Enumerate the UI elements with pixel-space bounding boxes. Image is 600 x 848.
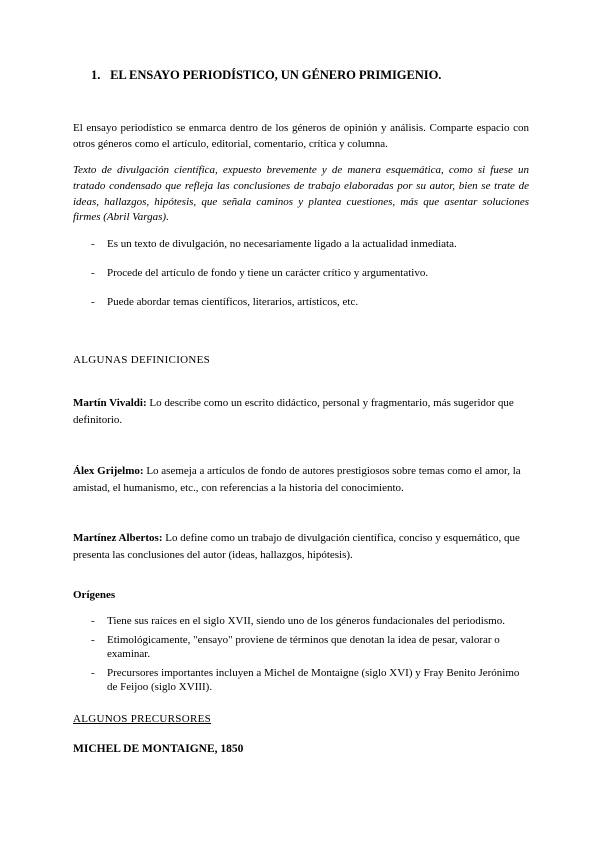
definition-albertos	[73, 530, 529, 564]
definition-text: Lo describe como un escrito didáctico, personal y fragmentario, más sugeridor que definitorio.	[73, 397, 514, 426]
section-title: EL ENSAYO PERIODÍSTICO, UN GÉNERO PRIMIGENIO.	[110, 68, 442, 82]
definition-grijelmo	[73, 463, 529, 497]
definition-author: Martín Vivaldi:	[73, 397, 147, 409]
list-item: - Precursores importantes incluyen a Michel de Montaigne (siglo XVI) y Fray Benito Jerónimo de Feijoo (siglo XVIII).	[91, 667, 520, 693]
list-item: - Procede del artículo de fondo y tiene un carácter crítico y argumentativo.	[91, 267, 429, 279]
list-item: - Tiene sus raíces en el siglo XVII, siendo uno de los géneros fundacionales del periodismo.	[91, 615, 505, 627]
section-heading	[91, 68, 441, 83]
section-number: 1.	[91, 68, 101, 82]
features-list	[91, 237, 531, 309]
definition-author: Álex Grijelmo:	[73, 465, 144, 477]
list-item: - Es un texto de divulgación, no necesariamente ligado a la actualidad inmediata.	[91, 238, 457, 250]
precursors-heading: ALGUNOS PRECURSORES	[73, 713, 212, 725]
definition-text: Lo define como un trabajo de divulgación científica, conciso y esquemático, que presenta las conclusiones del autor (ideas, hallazgos, hipótesis).	[73, 532, 520, 561]
definition-author: Martínez Albertos:	[73, 532, 163, 544]
definitions-heading: ALGUNAS DEFINICIONES	[73, 354, 211, 366]
origins-heading: Orígenes	[73, 589, 116, 601]
list-item: - Etimológicamente, "ensayo" proviene de términos que denotan la idea de pesar, valorar o examinar.	[91, 634, 500, 660]
intro-paragraph: El ensayo periodístico se enmarca dentro de los géneros de opinión y análisis. Comparte espacio con otros géneros como el artículo, editorial, comentario, crítica y columna.	[73, 122, 529, 150]
origins-list	[91, 614, 531, 694]
quote-paragraph: Texto de divulgación científica, expuesto brevemente y de manera esquemática, como si fuese un tratado condensado que refleja las conclusiones de trabajo elaboradas por su autor, bien se trate de ideas, hallazgos, hipótesis, que señala caminos y plantea cuestiones, más que asentar soluciones firmes (Abril Vargas).	[73, 164, 529, 224]
list-item: - Puede abordar temas científicos, literarios, artísticos, etc.	[91, 296, 359, 308]
definition-text: Lo asemeja a artículos de fondo de autores prestigiosos sobre temas como el amor, la amistad, el humanismo, etc., con referencias a la historia del conocimiento.	[73, 465, 521, 494]
definition-vivaldi	[73, 395, 529, 429]
precursor-heading: MICHEL DE MONTAIGNE, 1850	[73, 743, 244, 755]
